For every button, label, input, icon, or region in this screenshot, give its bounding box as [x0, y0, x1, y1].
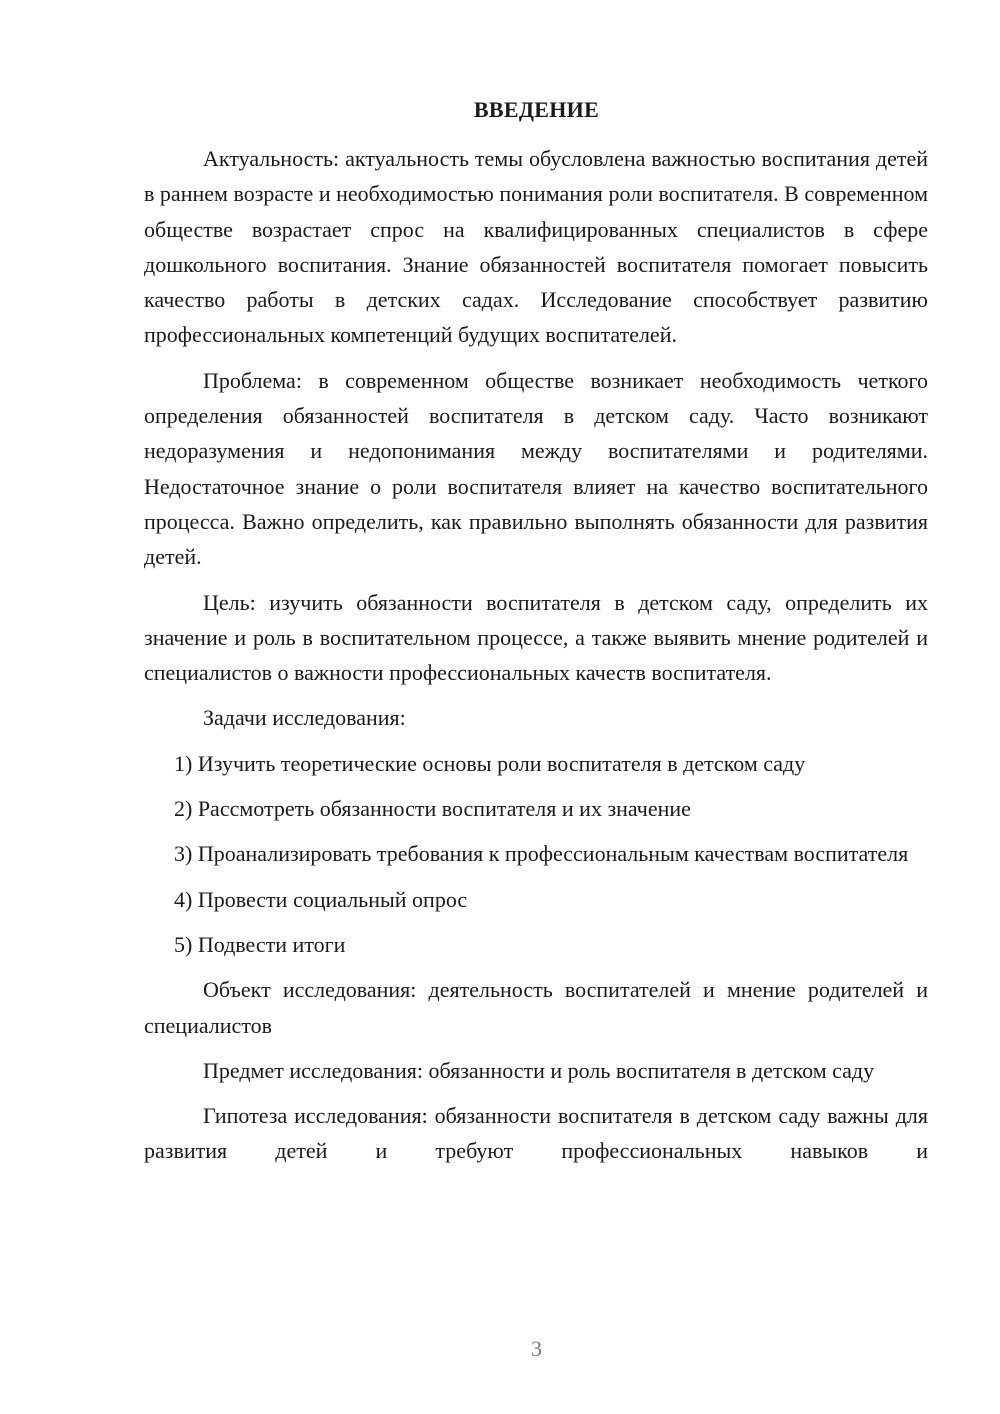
goal-paragraph: Цель: изучить обязанности воспитателя в детском саду, определить их значение и роль в воспитательном процессе, а также выявить мнение родителей и специалистов о важности профессиональных качеств воспитателя.: [144, 589, 928, 686]
relevance-paragraph: Актуальность: актуальность темы обусловлена важностью воспитания детей в раннем возрасте и необходимостью понимания роли воспитателя. В современном обществе возрастает спрос на квалифицированных специалистов в сфере дошкольного воспитания. Знание обязанностей воспитателя помогает повысить качество работы в детских садах. Исследование способствует развитию профессиональных компетенций будущих воспитателей.: [144, 146, 928, 348]
hypothesis-paragraph: Гипотеза исследования: обязанности воспитателя в детском саду важны для развития детей и требуют профессиональных навыков и: [144, 1103, 928, 1164]
subject-paragraph: Предмет исследования: обязанности и роль воспитателя в детском саду: [203, 1057, 875, 1083]
task-item-3: 3) Проанализировать требования к профессиональным качествам воспитателя: [174, 841, 909, 867]
tasks-heading: Задачи исследования:: [203, 705, 406, 731]
page-number: 3: [531, 1336, 542, 1361]
task-item-1: 1) Изучить теоретические основы роли воспитателя в детском саду: [174, 750, 806, 776]
task-item-2: 2) Рассмотреть обязанности воспитателя и их значение: [174, 796, 691, 822]
problem-paragraph: Проблема: в современном обществе возникает необходимость четкого определения обязанностей воспитателя в детском саду. Часто возникают недоразумения и недопонимания между воспитателями и родителями. Недостаточное знание о роли воспитателя влияет на качество воспитательного процесса. Важно определить, как правильно выполнять обязанности для развития детей.: [144, 367, 928, 570]
task-item-4: 4) Провести социальный опрос: [174, 886, 468, 912]
object-paragraph: Объект исследования: деятельность воспитателей и мнение родителей и специалистов: [144, 977, 928, 1038]
task-item-5: 5) Подвести итоги: [174, 931, 346, 957]
document-body: [144, 141, 928, 1169]
page-title: ВВЕДЕНИЕ: [473, 97, 600, 122]
